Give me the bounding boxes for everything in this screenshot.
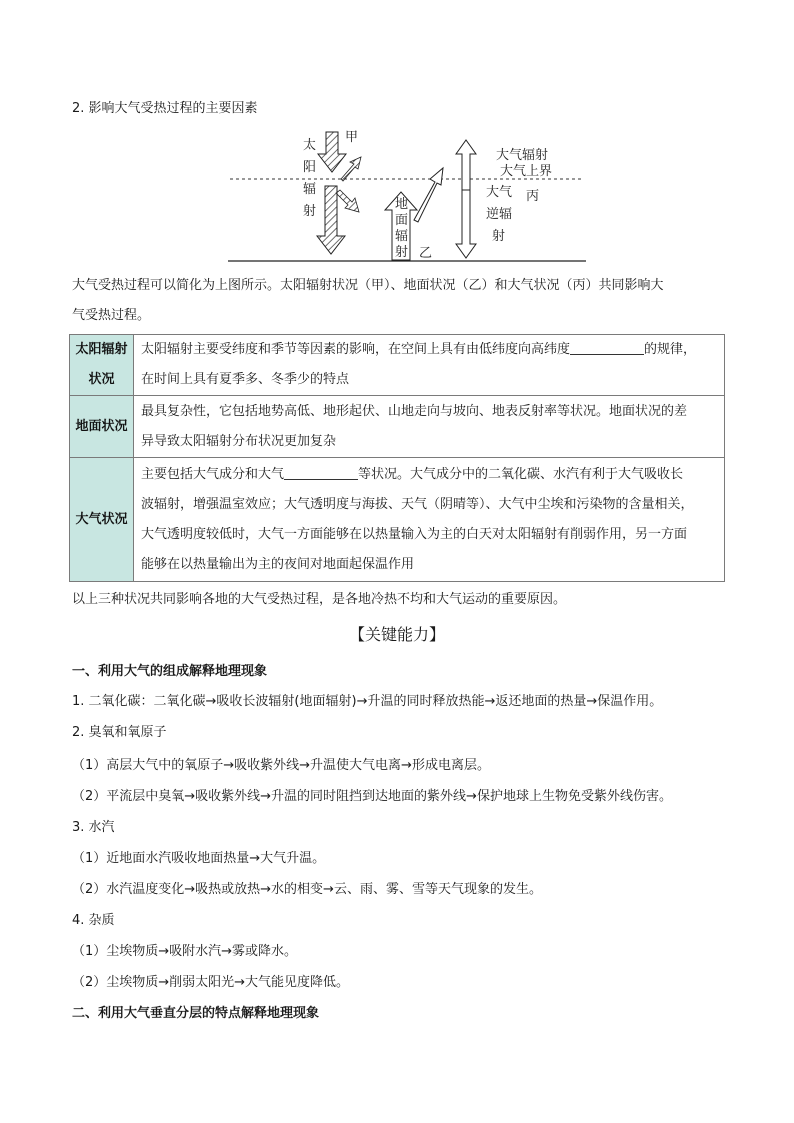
row1-text-b: 的规律， [644, 342, 697, 357]
description-cell [134, 396, 725, 458]
row1-text-c: 在时间上具有夏季多、冬季少的特点 [141, 372, 350, 387]
description-cell [134, 335, 725, 396]
category-cell: 地面状况 [70, 396, 134, 458]
row3-text-c: 波辐射，增强温室效应；大气透明度与海拔、天气（阴晴等）、大气中尘埃和污染物的含量相关， [141, 496, 694, 512]
counter-label-1: 大气 [486, 185, 513, 200]
paragraph-2b: （2）平流层中臭氧→吸收紫外线→升温的同时阻挡到达地面的紫外线→保护地球上生物免受紫外线伤害。 [72, 789, 672, 804]
paragraph-4: 4. 杂质 [72, 913, 115, 928]
paragraph-3b: （2）水汽温度变化→吸热或放热→水的相变→云、雨、雾、雪等天气现象的发生。 [72, 882, 542, 897]
section-title: 2. 影响大气受热过程的主要因素 [72, 101, 258, 116]
row3-text-a: 主要包括大气成分和大气 [141, 466, 285, 482]
atmospheric-heating-diagram [228, 124, 598, 266]
fill-blank [570, 339, 644, 355]
solar-label-3: 辐 [303, 182, 317, 197]
solar-label-4: 射 [303, 204, 317, 219]
category-cell: 大气状况 [70, 458, 134, 582]
paragraph-2: 2. 臭氧和氧原子 [72, 725, 167, 740]
fill-blank [284, 464, 358, 480]
row3-text-e: 能够在以热量输出为主的夜间对地面起保温作用 [141, 556, 415, 572]
row1-text-a: 太阳辐射主要受纬度和季节等因素的影响，在空间上具有由低纬度向高纬度 [141, 342, 571, 357]
table-row [70, 396, 725, 458]
absorbed-radiation-arrow [336, 190, 359, 212]
key-ability-heading: 【关键能力】 [348, 625, 445, 644]
ground-label-3: 辐 [395, 229, 409, 244]
row2-text-a: 最具复杂性，它包括地势高低、地形起伏、山地走向与坡向、地表反射率等状况。地面状况的差 [141, 403, 688, 419]
paragraph-4a: （1）尘埃物质→吸附水汽→雾或降水。 [72, 944, 298, 959]
solar-radiation-arrow-top [318, 132, 346, 172]
counter-label-2: 逆辐 [486, 207, 513, 222]
solar-label-2: 阳 [303, 160, 317, 175]
table-row [70, 335, 725, 396]
row3-text-d: 大气透明度较低时，大气一方面能够在以热量输入为主的白天对太阳辐射有削弱作用，另一方面 [141, 526, 688, 542]
solar-label-1: 太 [303, 138, 317, 153]
part1-title: 一、利用大气的组成解释地理现象 [72, 664, 268, 679]
paragraph-3: 3. 水汽 [72, 820, 115, 835]
atmospheric-radiation-arrow [456, 140, 476, 190]
reflected-radiation-arrow [341, 157, 361, 181]
paragraph-1: 1. 二氧化碳：二氧化碳→吸收长波辐射(地面辐射)→升温的同时释放热能→返还地面的热量→保温作用。 [72, 694, 663, 709]
label-jia: 甲 [345, 130, 359, 145]
description-cell [134, 458, 725, 582]
factors-table [69, 334, 725, 582]
intro-line-1: 大气受热过程可以简化为上图所示。太阳辐射状况（甲）、地面状况（乙）和大气状况（丙）共同影响大 [72, 278, 664, 293]
label-yi: 乙 [419, 246, 433, 261]
ground-label-1: 地 [395, 197, 409, 212]
paragraph-2a: （1）高层大气中的氧原子→吸收紫外线→升温使大气电离→形成电离层。 [72, 758, 490, 773]
ground-label-2: 面 [395, 213, 409, 228]
label-bing: 丙 [526, 189, 540, 204]
atm-top-label: 大气上界 [500, 164, 553, 179]
row2-text-b: 异导致太阳辐射分布状况更加复杂 [141, 433, 337, 449]
row3-text-b: 等状况。大气成分中的二氧化碳、水汽有利于大气吸收长 [358, 466, 684, 482]
ground-label-4: 射 [395, 245, 409, 260]
part2-title: 二、利用大气垂直分层的特点解释地理现象 [72, 1006, 320, 1021]
paragraph-4b: （2）尘埃物质→削弱太阳光→大气能见度降低。 [72, 975, 350, 990]
counter-label-3: 射 [492, 229, 506, 244]
after-table-text: 以上三种状况共同影响各地的大气受热过程，是各地冷热不均和大气运动的重要原因。 [72, 592, 567, 607]
category-cell: 太阳辐射状况 [70, 335, 134, 396]
paragraph-3a: （1）近地面水汽吸收地面热量→大气升温。 [72, 851, 326, 866]
atm-radiation-label: 大气辐射 [496, 148, 549, 163]
intro-line-2: 气受热过程。 [72, 308, 151, 323]
table-row [70, 458, 725, 582]
ground-radiation-escape-arrow [414, 168, 443, 222]
